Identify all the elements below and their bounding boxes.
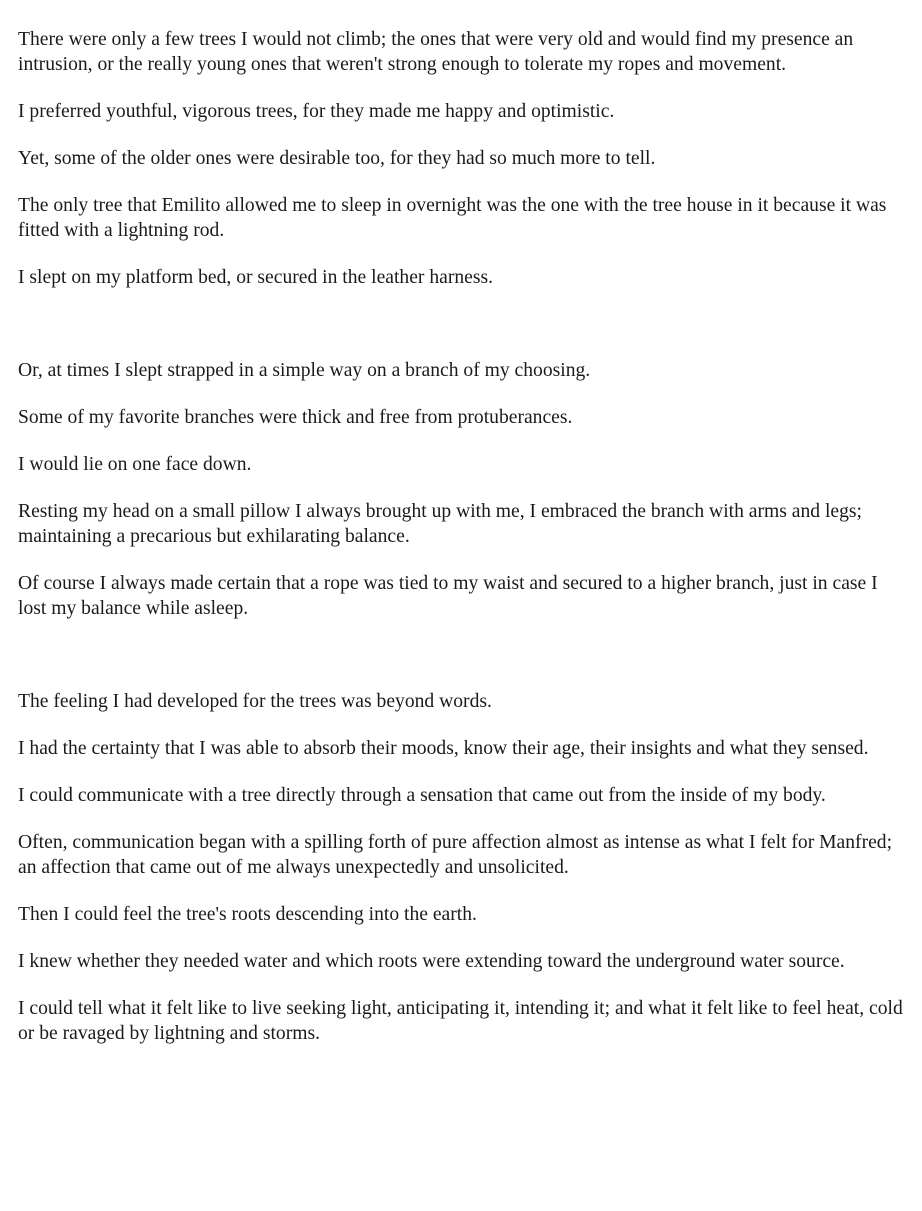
paragraph: Of course I always made certain that a rope was tied to my waist and secured to a higher branch, just in case I lost my balance while asleep. <box>18 573 878 619</box>
document-page <box>18 27 908 1068</box>
paragraph: I would lie on one face down. <box>18 454 252 475</box>
paragraph: Then I could feel the tree's roots descending into the earth. <box>18 904 477 925</box>
paragraph: The feeling I had developed for the trees was beyond words. <box>18 691 492 712</box>
paragraph: There were only a few trees I would not climb; the ones that were very old and would find my presence an intrusion, or the really young ones that weren't strong enough to tolerate my ropes and movement. <box>18 29 854 75</box>
text-section-3 <box>18 689 908 1046</box>
paragraph: Some of my favorite branches were thick and free from protuberances. <box>18 407 573 428</box>
paragraph: Or, at times I slept strapped in a simple way on a branch of my choosing. <box>18 360 591 381</box>
paragraph: Yet, some of the older ones were desirable too, for they had so much more to tell. <box>18 148 656 169</box>
paragraph: I slept on my platform bed, or secured in the leather harness. <box>18 267 493 288</box>
section-break <box>18 643 908 689</box>
paragraph: I had the certainty that I was able to absorb their moods, know their age, their insights and what they sensed. <box>18 738 869 759</box>
paragraph: I knew whether they needed water and which roots were extending toward the underground water source. <box>18 951 845 972</box>
paragraph: Resting my head on a small pillow I always brought up with me, I embraced the branch with arms and legs; maintaining a precarious but exhilarating balance. <box>18 501 862 547</box>
text-section-2 <box>18 358 908 621</box>
paragraph: Often, communication began with a spilling forth of pure affection almost as intense as what I felt for Manfred; an affection that came out of me always unexpectedly and unsolicited. <box>18 832 893 878</box>
paragraph: I could communicate with a tree directly through a sensation that came out from the inside of my body. <box>18 785 826 806</box>
paragraph: I preferred youthful, vigorous trees, for they made me happy and optimistic. <box>18 101 615 122</box>
section-break <box>18 312 908 358</box>
paragraph: The only tree that Emilito allowed me to sleep in overnight was the one with the tree house in it because it was fitted with a lightning rod. <box>18 195 887 241</box>
text-section-1 <box>18 27 908 290</box>
paragraph: I could tell what it felt like to live seeking light, anticipating it, intending it; and what it felt like to feel heat, cold or be ravaged by lightning and storms. <box>18 998 903 1044</box>
